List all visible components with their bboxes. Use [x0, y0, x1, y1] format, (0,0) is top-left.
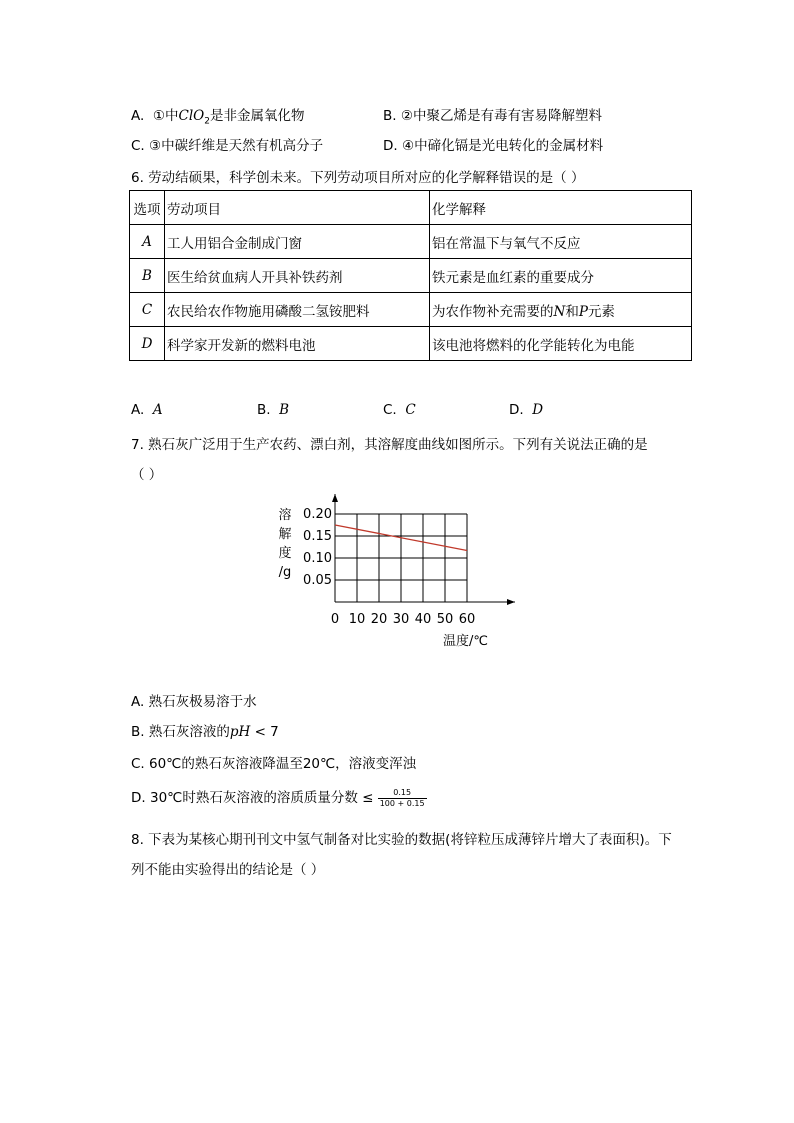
element-p: P [578, 303, 588, 320]
table-row [130, 327, 692, 361]
x-tick-label: 30 [392, 612, 410, 627]
y-tick-label: 0.20 [303, 507, 332, 522]
option-label: D. [509, 402, 524, 418]
row-option: B [130, 259, 165, 293]
chart-grid [335, 514, 467, 602]
table-row [130, 225, 692, 259]
y-axis-label-char: 解 [278, 527, 292, 542]
solubility-chart [270, 485, 530, 655]
row-option: D [130, 327, 165, 361]
x-tick-label: 0 [330, 612, 340, 627]
formula-subscript: 2 [204, 116, 210, 127]
table-row [130, 259, 692, 293]
q8-stem-line1: 8. 下表为某核心期刊刊文中氢气制备对比实验的数据(将锌粒压成薄锌片增大了表面积)。下 [131, 832, 672, 848]
ph-symbol: pH [229, 724, 251, 740]
explanation-text: 和 [565, 303, 579, 320]
x-axis-label: 温度/℃ [443, 634, 488, 649]
y-axis-label-char: 度 [278, 546, 292, 561]
explanation-text: 元素 [587, 303, 615, 320]
option-text: B. 熟石灰溶液的 [131, 724, 230, 740]
option-label: B. [257, 402, 271, 418]
x-tick-labels [331, 612, 475, 627]
row-explanation: 铁元素是血红素的重要成分 [430, 259, 692, 293]
fraction-denominator: 100 + 0.15 [379, 798, 425, 808]
option-label: C. [383, 402, 397, 418]
row-project: 工人用铝合金制成门窗 [165, 225, 430, 259]
y-tick-label: 0.10 [303, 551, 332, 566]
q7-option-d [131, 786, 427, 809]
row-option: A [130, 225, 165, 259]
row-explanation: 该电池将燃料的化学能转化为电能 [430, 327, 692, 361]
header-project: 劳动项目 [165, 191, 430, 225]
table-row [130, 293, 692, 327]
option-label: A. [131, 108, 145, 124]
element-n: N [553, 303, 566, 320]
x-tick-label: 50 [436, 612, 454, 627]
q5-option-d: D. ④中碲化镉是光电转化的金属材料 [383, 138, 604, 154]
q6-stem: 6. 劳动结硕果，科学创未来。下列劳动项目所对应的化学解释错误的是（ ） [131, 170, 585, 186]
q5-option-b: B. ②中聚乙烯是有毒有害易降解塑料 [383, 108, 602, 124]
y-axis-label-char: /g [278, 565, 292, 580]
formula-clo2: ClO [178, 108, 205, 124]
q6-table [129, 190, 692, 361]
q8-stem-line2: 列不能由实验得出的结论是（ ） [131, 862, 325, 878]
y-tick-labels [303, 507, 332, 588]
option-value: B [279, 402, 290, 418]
option-value: C [405, 402, 416, 418]
q5-option-a [131, 104, 304, 127]
y-axis-label [278, 507, 291, 580]
fraction [378, 788, 427, 809]
x-axis-arrow [507, 599, 515, 605]
header-option: 选项 [130, 191, 165, 225]
option-text: < 7 [250, 724, 279, 740]
row-explanation: 铝在常温下与氧气不反应 [430, 225, 692, 259]
q6-option-a [131, 402, 163, 418]
x-tick-label: 40 [414, 612, 432, 627]
header-explanation: 化学解释 [430, 191, 692, 225]
option-text: D. 30℃时熟石灰溶液的溶质质量分数 ≤ [131, 790, 378, 806]
q6-option-b [257, 402, 289, 418]
y-axis-label-char: 溶 [278, 508, 292, 523]
row-explanation [430, 293, 692, 327]
option-value: A [152, 402, 163, 418]
row-option: C [130, 293, 165, 327]
q6-option-c [383, 402, 416, 418]
row-project: 农民给农作物施用磷酸二氢铵肥料 [165, 293, 430, 327]
q5-option-c: C. ③中碳纤维是天然有机高分子 [131, 138, 324, 154]
q7-option-a: A. 熟石灰极易溶于水 [131, 694, 257, 710]
x-tick-label: 60 [458, 612, 476, 627]
row-project: 科学家开发新的燃料电池 [165, 327, 430, 361]
option-label: A. [131, 402, 145, 418]
q7-stem-line1: 7. 熟石灰广泛用于生产农药、漂白剂，其溶解度曲线如图所示。下列有关说法正确的是 [131, 437, 648, 453]
y-tick-label: 0.15 [303, 529, 332, 544]
option-text: ①中 [152, 108, 179, 124]
q7-option-b [131, 720, 279, 740]
q7-stem-line2: （ ） [131, 467, 163, 483]
option-text: 是非金属氧化物 [209, 108, 305, 124]
option-value: D [532, 402, 544, 418]
x-tick-label: 20 [370, 612, 388, 627]
explanation-text: 为农作物补充需要的 [432, 303, 554, 320]
table-header-row [130, 191, 692, 225]
y-tick-label: 0.05 [303, 573, 332, 588]
q6-option-d [509, 402, 543, 418]
x-tick-label: 10 [348, 612, 366, 627]
q7-option-c: C. 60℃的熟石灰溶液降温至20℃，溶液变浑浊 [131, 756, 417, 772]
y-axis-arrow [332, 494, 338, 502]
row-project: 医生给贫血病人开具补铁药剂 [165, 259, 430, 293]
fraction-numerator: 0.15 [378, 788, 427, 799]
